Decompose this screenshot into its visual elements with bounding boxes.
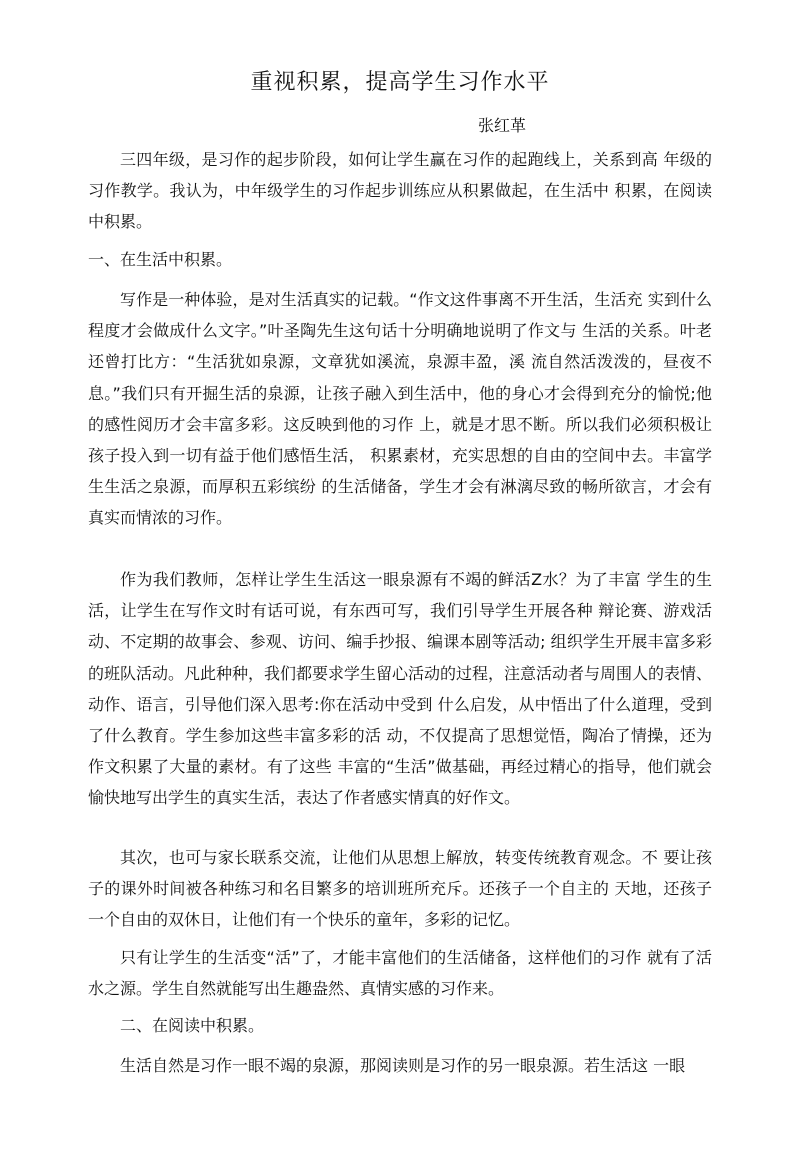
document-title: 重视积累，提高学生习作水平 — [250, 70, 550, 95]
section-life-paragraph-4: 只有让学生的生活变“活”了，才能丰富他们的生活储备，这样他们的习作 就有了活水之源。学生自然就能写出生趣盎然、真情实感的习作来。 — [88, 948, 712, 999]
section-heading-life: 一、在生活中积累。 — [88, 250, 233, 269]
intro-paragraph: 三四年级，是习作的起步阶段，如何让学生赢在习作的起跑线上，关系到高 年级的习作教学。我认为，中年级学生的习作起步训练应从积累做起，在生活中 积累，在阅读中积累。 — [88, 150, 712, 232]
author-name: 张红革 — [478, 116, 527, 135]
section-reading-paragraph-1: 生活自然是习作一眼不竭的泉源，那阅读则是习作的另一眼泉源。若生活这 一眼 — [120, 1056, 686, 1075]
section-heading-reading: 二、在阅读中积累。 — [120, 1016, 265, 1035]
section-life-paragraph-3: 其次，也可与家长联系交流，让他们从思想上解放，转变传统教育观念。不 要让孩子的课外时间被各种练习和名目繁多的培训班所充斥。还孩子一个自主的 天地，还孩子一个自由的双休日，让他们有一个快乐的童年，多彩的记忆。 — [88, 848, 712, 930]
section-life-paragraph-2: 作为我们教师，怎样让学生生活这一眼泉源有不竭的鲜活Z水？为了丰富 学生的生活，让学生在写作文时有话可说，有东西可写，我们引导学生开展各种 辩论赛、游戏活动、不定期的故事会、参观、访问、编手抄报、编课本剧等活动; 组织学生开展丰富多彩的班队活动。凡此种种，我们都要求学生留心活动的过程，注意活动者与周围人的表情、动作、语言，引导他们深入思考:你在活动中受到 什么启发，从中悟出了什么道理，受到了什么教育。学生参加这些丰富多彩的活 动，不仅提高了思想觉悟，陶冶了情操，还为作文积累了大量的素材。有了这些 丰富的“生活”做基础，再经过精心的指导，他们就会愉快地写出学生的真实生活，表达了作者感实情真的好作文。 — [88, 570, 713, 808]
section-life-paragraph-1: 写作是一种体验，是对生活真实的记载。“作文这件事离不开生活，生活充 实到什么程度才会做成什么文字。”叶圣陶先生这句话十分明确地说明了作文与 生活的关系。叶老还曾打比方：“生活犹如泉源，文章犹如溪流，泉源丰盈，溪 流自然活泼泼的，昼夜不息。”我们只有开掘生活的泉源，让孩子融入到生活中，他的身心才会得到充分的愉悦;他的感性阅历才会丰富多彩。这反映到他的习作 上，就是才思不断。所以我们必须积极让孩子投入到一切有益于他们感悟生活， 积累素材，充实思想的自由的空间中去。丰富学生生活之泉源，而厚积五彩缤纷 的生活储备，学生才会有淋漓尽致的畅所欲言，才会有真实而情浓的习作。 — [88, 290, 712, 528]
